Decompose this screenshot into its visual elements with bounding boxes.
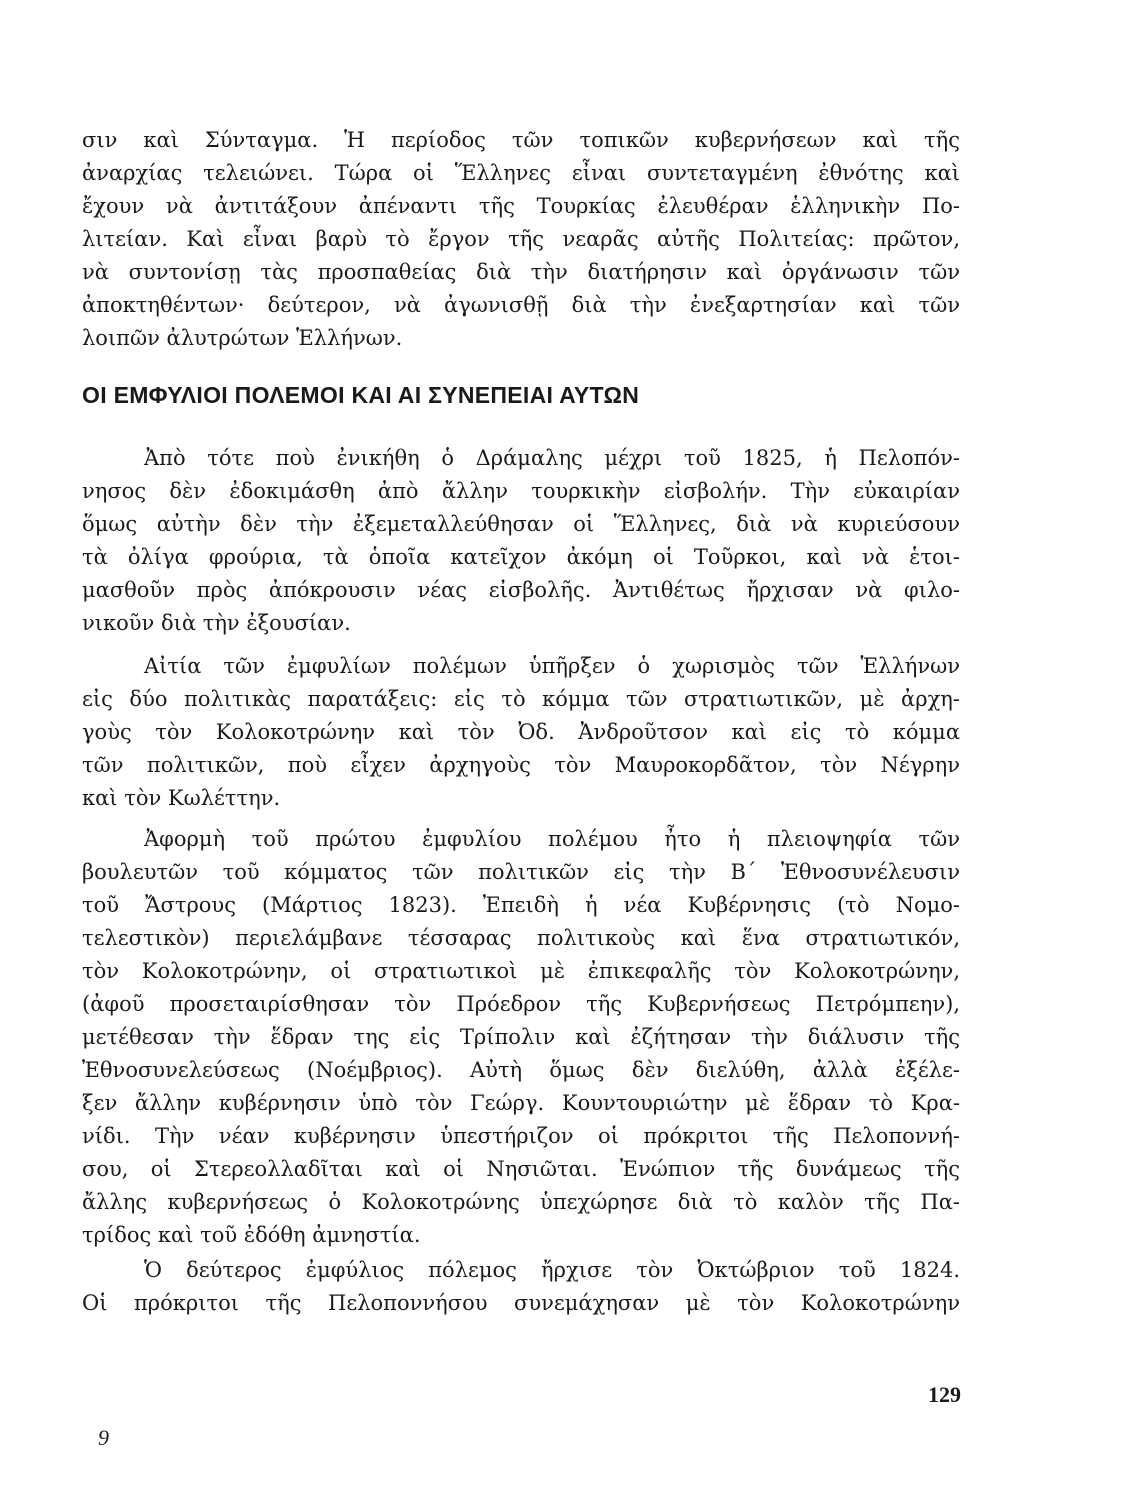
paragraph-4 xyxy=(82,1254,960,1320)
text-line: νὰ συντονίσῃ τὰς προσπαθείας διὰ τὴν διατήρησιν καὶ ὀργάνωσιν τῶν xyxy=(82,260,960,284)
text-line: βουλευτῶν τοῦ κόμματος τῶν πολιτικῶν εἰς τὴν Β΄ Ἐθνοσυνέλευσιν xyxy=(82,860,960,884)
text-line: μασθοῦν πρὸς ἀπόκρουσιν νέας εἰσβολῆς. Ἀντιθέτως ἤρχισαν νὰ φιλο- xyxy=(82,578,960,602)
text-line: σου, οἱ Στερεολλαδῖται καὶ οἱ Νησιῶται. Ἐνώπιον τῆς δυνάμεως τῆς xyxy=(82,1157,960,1181)
intro-paragraph xyxy=(82,124,960,355)
text-line: καὶ τὸν Κωλέττην. xyxy=(82,786,281,810)
text-line: νίδι. Τὴν νέαν κυβέρνησιν ὑπεστήριζον οἱ πρόκριτοι τῆς Πελοποννή- xyxy=(82,1124,960,1148)
text-line: σιν καὶ Σύνταγμα. Ἡ περίοδος τῶν τοπικῶν κυβερνήσεων καὶ τῆς xyxy=(82,128,960,152)
text-line: Αἰτία τῶν ἐμφυλίων πολέμων ὑπῆρξεν ὁ χωρισμὸς τῶν Ἑλλήνων xyxy=(144,654,960,678)
text-line: ἀποκτηθέντων· δεύτερον, νὰ ἀγωνισθῇ διὰ τὴν ἐνεξαρτησίαν καὶ τῶν xyxy=(82,293,960,317)
text-line: τὸν Κολοκοτρώνην, οἱ στρατιωτικοὶ μὲ ἐπικεφαλῆς τὸν Κολοκοτρώνην, xyxy=(82,959,960,983)
section-heading: ΟΙ ΕΜΦΥΛΙΟΙ ΠΟΛΕΜΟΙ ΚΑΙ ΑΙ ΣΥΝΕΠΕΙΑΙ ΑΥΤΩΝ xyxy=(82,382,640,408)
text-line: ξεν ἄλλην κυβέρνησιν ὑπὸ τὸν Γεώργ. Κουντουριώτην μὲ ἕδραν τὸ Κρα- xyxy=(82,1091,960,1115)
text-line: (ἀφοῦ προσεταιρίσθησαν τὸν Πρόεδρον τῆς Κυβερνήσεως Πετρόμπεην), xyxy=(82,992,960,1016)
page-number: 129 xyxy=(928,1382,961,1407)
paragraph-2 xyxy=(82,650,960,815)
text-line: μετέθεσαν τὴν ἕδραν της εἰς Τρίπολιν καὶ ἐζήτησαν τὴν διάλυσιν τῆς xyxy=(82,1025,960,1049)
paragraph-3 xyxy=(82,823,960,1252)
text-line: λιτείαν. Καὶ εἶναι βαρὺ τὸ ἔργον τῆς νεαρᾶς αὐτῆς Πολιτείας: πρῶτον, xyxy=(82,227,960,251)
text-line: νησος δὲν ἐδοκιμάσθη ἀπὸ ἄλλην τουρκικὴν εἰσβολήν. Τὴν εὐκαιρίαν xyxy=(82,479,960,503)
text-line: Ὁ δεύτερος ἐμφύλιος πόλεμος ἤρχισε τὸν Ὀκτώβριον τοῦ 1824. xyxy=(144,1258,960,1282)
text-line: τὰ ὀλίγα φρούρια, τὰ ὁποῖα κατεῖχον ἀκόμη οἱ Τοῦρκοι, καὶ νὰ ἑτοι- xyxy=(82,545,960,569)
text-line: ὅμως αὐτὴν δὲν τὴν ἐξεμεταλλεύθησαν οἱ Ἕλληνες, διὰ νὰ κυριεύσουν xyxy=(82,512,960,536)
text-line: τρίδος καὶ τοῦ ἐδόθη ἀμνηστία. xyxy=(82,1223,421,1247)
text-line: λοιπῶν ἀλυτρώτων Ἑλλήνων. xyxy=(82,326,403,350)
signature-mark: 9 xyxy=(98,1425,109,1450)
paragraph-1 xyxy=(82,442,960,640)
text-line: ἔχουν νὰ ἀντιτάξουν ἀπέναντι τῆς Τουρκίας ἐλευθέραν ἑλληνικὴν Πο- xyxy=(82,194,960,218)
text-line: ἄλλης κυβερνήσεως ὁ Κολοκοτρώνης ὑπεχώρησε διὰ τὸ καλὸν τῆς Πα- xyxy=(82,1190,960,1214)
text-line: ἀναρχίας τελειώνει. Τώρα οἱ Ἕλληνες εἶναι συντεταγμένη ἐθνότης καὶ xyxy=(82,161,960,185)
text-line: τῶν πολιτικῶν, ποὺ εἶχεν ἀρχηγοὺς τὸν Μαυροκορδᾶτον, τὸν Νέγρην xyxy=(82,753,960,777)
text-line: γοὺς τὸν Κολοκοτρώνην καὶ τὸν Ὀδ. Ἀνδροῦτσον καὶ εἰς τὸ κόμμα xyxy=(82,720,960,744)
text-line: τοῦ Ἄστρους (Μάρτιος 1823). Ἐπειδὴ ἡ νέα Κυβέρνησις (τὸ Νομο- xyxy=(82,893,960,917)
text-line: Ἀφορμὴ τοῦ πρώτου ἐμφυλίου πολέμου ἦτο ἡ πλειοψηφία τῶν xyxy=(144,827,960,851)
text-line: εἰς δύο πολιτικὰς παρατάξεις: εἰς τὸ κόμμα τῶν στρατιωτικῶν, μὲ ἀρχη- xyxy=(82,687,960,711)
text-line: Ἀπὸ τότε ποὺ ἐνικήθη ὁ Δράμαλης μέχρι τοῦ 1825, ἡ Πελοπόν- xyxy=(144,446,960,470)
text-line: τελεστικὸν) περιελάμβανε τέσσαρας πολιτικοὺς καὶ ἕνα στρατιωτικόν, xyxy=(82,926,960,950)
text-line: Ἐθνοσυνελεύσεως (Νοέμβριος). Αὐτὴ ὅμως δὲν διελύθη, ἀλλὰ ἐξέλε- xyxy=(82,1058,960,1082)
text-line: νικοῦν διὰ τὴν ἐξουσίαν. xyxy=(82,611,351,635)
text-line: Οἱ πρόκριτοι τῆς Πελοποννήσου συνεμάχησαν μὲ τὸν Κολοκοτρώνην xyxy=(82,1291,960,1315)
